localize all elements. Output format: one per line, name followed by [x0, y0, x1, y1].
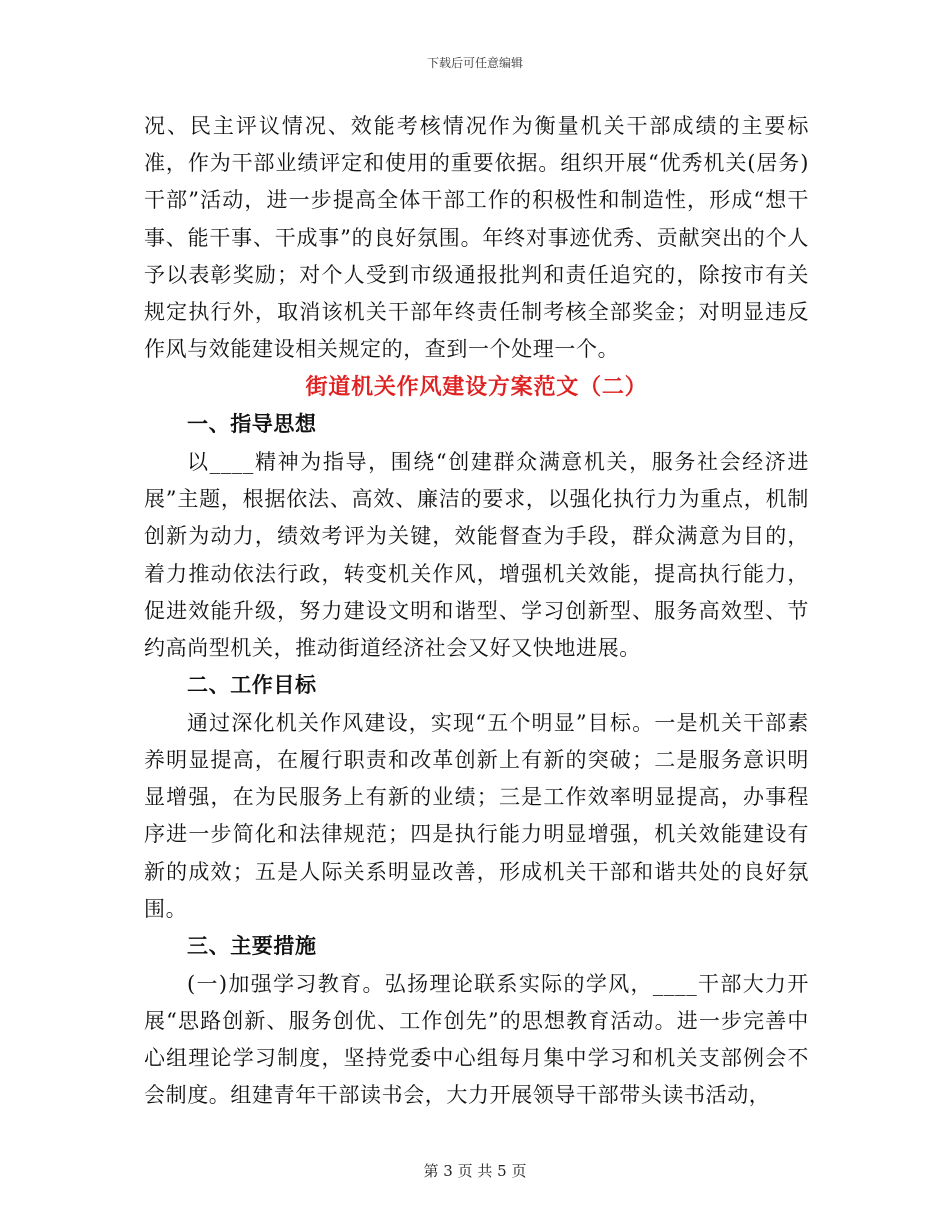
page-footer: 第 3 页 共 5 页 [423, 1162, 527, 1180]
section-paragraph-guiding-ideology: 以____精神为指导，围绕“创建群众满意机关，服务社会经济进展”主题，根据依法、高效、廉洁的要求，以强化执行力为重点，机制创新为动力，绩效考评为关键，效能督查为手段，群众满意为目的，着力推动依法行政，转变机关作风，增强机关效能，提高执行能力，促进效能升级，努力建设文明和谐型、学习创新型、服务高效型、节约高尚型机关，推动街道经济社会又好又快地进展。 [144, 450, 809, 661]
section-heading-main-measures: 三、主要措施 [187, 934, 317, 959]
document-title: 街道机关作风建设方案范文（二） [305, 374, 648, 401]
section-paragraph-work-goals: 通过深化机关作风建设，实现“五个明显”目标。一是机关干部素养明显提高，在履行职责和改革创新上有新的突破；二是服务意识明显增强，在为民服务上有新的业绩；三是工作效率明显提高，办事程序进一步简化和法律规范；四是执行能力明显增强，机关效能建设有新的成效；五是人际关系明显改善，形成机关干部和谐共处的良好氛围。 [144, 710, 809, 921]
document-body [144, 108, 809, 1114]
intro-paragraph: 况、民主评议情况、效能考核情况作为衡量机关干部成绩的主要标准，作为干部业绩评定和使用的重要依据。组织开展“优秀机关(居务)干部”活动，进一步提高全体干部工作的积极性和制造性，形成“想干事、能干事、干成事”的良好氛围。年终对事迹优秀、贡献突出的个人予以表彰奖励；对个人受到市级通报批判和责任追究的，除按市有关规定执行外，取消该机关干部年终责任制考核全部奖金；对明显违反作风与效能建设相关规定的，查到一个处理一个。 [144, 114, 809, 362]
section-heading-guiding-ideology: 一、指导思想 [187, 412, 317, 437]
section-heading-work-goals: 二、工作目标 [187, 673, 317, 698]
section-paragraph-main-measures: (一)加强学习教育。弘扬理论联系实际的学风，____干部大力开展“思路创新、服务创优、工作创先”的思想教育活动。进一步完善中心组理论学习制度，坚持党委中心组每月集中学习和机关支部例会不会制度。组建青年干部读书会，大力开展领导干部带头读书活动， [144, 971, 809, 1108]
page-header: 下载后可任意编辑 [426, 56, 523, 70]
